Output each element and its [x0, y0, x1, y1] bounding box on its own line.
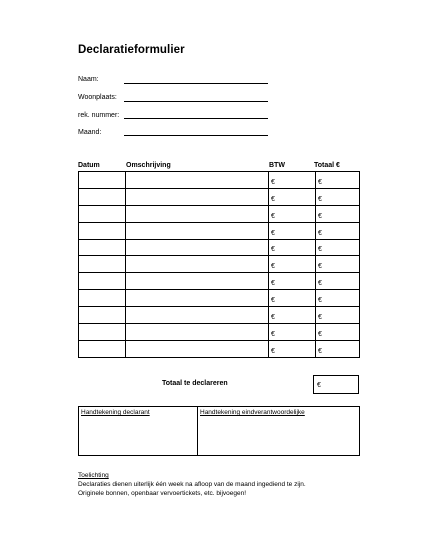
currency-symbol: €: [318, 347, 322, 355]
vat-cell[interactable]: [269, 222, 316, 239]
currency-symbol: €: [271, 178, 275, 186]
description-cell[interactable]: [126, 239, 269, 256]
total-label: Totaal te declareren: [162, 380, 228, 387]
currency-symbol: €: [271, 347, 275, 355]
total-currency-symbol: €: [317, 382, 321, 389]
form-title: Declaratieformulier: [78, 44, 185, 56]
signature-box: [78, 406, 360, 456]
date-cell[interactable]: [79, 205, 126, 222]
currency-symbol: €: [271, 330, 275, 338]
month-field[interactable]: [124, 135, 268, 136]
table-row: [79, 222, 360, 239]
table-row: [79, 172, 360, 189]
date-cell[interactable]: [79, 188, 126, 205]
currency-symbol: €: [271, 195, 275, 203]
currency-symbol: €: [271, 229, 275, 237]
date-cell[interactable]: [79, 256, 126, 273]
total-cell[interactable]: [316, 222, 360, 239]
total-cell[interactable]: [316, 273, 360, 290]
name-label: Naam:: [78, 76, 99, 83]
currency-symbol: €: [318, 229, 322, 237]
description-cell[interactable]: [126, 188, 269, 205]
table-row: [79, 239, 360, 256]
description-cell[interactable]: [126, 340, 269, 357]
currency-symbol: €: [318, 314, 322, 322]
table-row: [79, 273, 360, 290]
currency-symbol: €: [318, 246, 322, 254]
table-row: [79, 256, 360, 273]
vat-cell[interactable]: [269, 205, 316, 222]
description-cell[interactable]: [126, 273, 269, 290]
column-header-description: Omschrijving: [126, 162, 171, 169]
name-field[interactable]: [124, 83, 268, 84]
column-header-date: Datum: [78, 162, 100, 169]
currency-symbol: €: [318, 297, 322, 305]
total-cell[interactable]: [316, 340, 360, 357]
currency-symbol: €: [318, 330, 322, 338]
expense-table: [78, 171, 360, 358]
currency-symbol: €: [271, 246, 275, 254]
date-cell[interactable]: [79, 290, 126, 307]
signature-divider: [197, 407, 198, 455]
table-row: [79, 307, 360, 324]
currency-symbol: €: [318, 280, 322, 288]
total-cell[interactable]: [316, 205, 360, 222]
notes-title: Toelichting: [78, 472, 109, 479]
date-cell[interactable]: [79, 324, 126, 341]
description-cell[interactable]: [126, 307, 269, 324]
vat-cell[interactable]: [269, 239, 316, 256]
total-cell[interactable]: [316, 172, 360, 189]
month-label: Maand:: [78, 129, 102, 136]
table-row: [79, 340, 360, 357]
currency-symbol: €: [318, 178, 322, 186]
description-cell[interactable]: [126, 290, 269, 307]
column-header-vat: BTW: [269, 162, 285, 169]
currency-symbol: €: [271, 212, 275, 220]
vat-cell[interactable]: [269, 324, 316, 341]
vat-cell[interactable]: [269, 273, 316, 290]
declarant-signature-label: Handtekening declarant: [81, 409, 150, 416]
column-header-total: Totaal €: [314, 162, 340, 169]
total-cell[interactable]: [316, 307, 360, 324]
vat-cell[interactable]: [269, 256, 316, 273]
currency-symbol: €: [271, 297, 275, 305]
vat-cell[interactable]: [269, 290, 316, 307]
currency-symbol: €: [318, 212, 322, 220]
description-cell[interactable]: [126, 172, 269, 189]
date-cell[interactable]: [79, 239, 126, 256]
account-number-field[interactable]: [124, 118, 268, 119]
total-cell[interactable]: [316, 324, 360, 341]
currency-symbol: €: [271, 280, 275, 288]
residence-label: Woonplaats:: [78, 94, 117, 101]
note-line: Declaraties dienen uiterlijk één week na afloop van de maand ingediend te zijn.: [78, 481, 306, 488]
total-cell[interactable]: [316, 290, 360, 307]
table-row: [79, 188, 360, 205]
total-cell[interactable]: [316, 188, 360, 205]
budget-holder-signature-label: Handtekening eindverantwoordelijke: [200, 409, 305, 416]
total-amount-field[interactable]: [313, 375, 359, 394]
date-cell[interactable]: [79, 340, 126, 357]
date-cell[interactable]: [79, 273, 126, 290]
currency-symbol: €: [318, 195, 322, 203]
currency-symbol: €: [271, 314, 275, 322]
description-cell[interactable]: [126, 222, 269, 239]
residence-field[interactable]: [124, 101, 268, 102]
table-row: [79, 290, 360, 307]
description-cell[interactable]: [126, 205, 269, 222]
currency-symbol: €: [318, 263, 322, 271]
description-cell[interactable]: [126, 256, 269, 273]
vat-cell[interactable]: [269, 188, 316, 205]
description-cell[interactable]: [126, 324, 269, 341]
total-cell[interactable]: [316, 256, 360, 273]
table-row: [79, 324, 360, 341]
date-cell[interactable]: [79, 222, 126, 239]
date-cell[interactable]: [79, 172, 126, 189]
total-cell[interactable]: [316, 239, 360, 256]
note-line: Originele bonnen, openbaar vervoertickets, etc. bijvoegen!: [78, 490, 247, 497]
currency-symbol: €: [271, 263, 275, 271]
account-number-label: rek. nummer:: [78, 112, 120, 119]
vat-cell[interactable]: [269, 340, 316, 357]
vat-cell[interactable]: [269, 307, 316, 324]
date-cell[interactable]: [79, 307, 126, 324]
table-row: [79, 205, 360, 222]
vat-cell[interactable]: [269, 172, 316, 189]
